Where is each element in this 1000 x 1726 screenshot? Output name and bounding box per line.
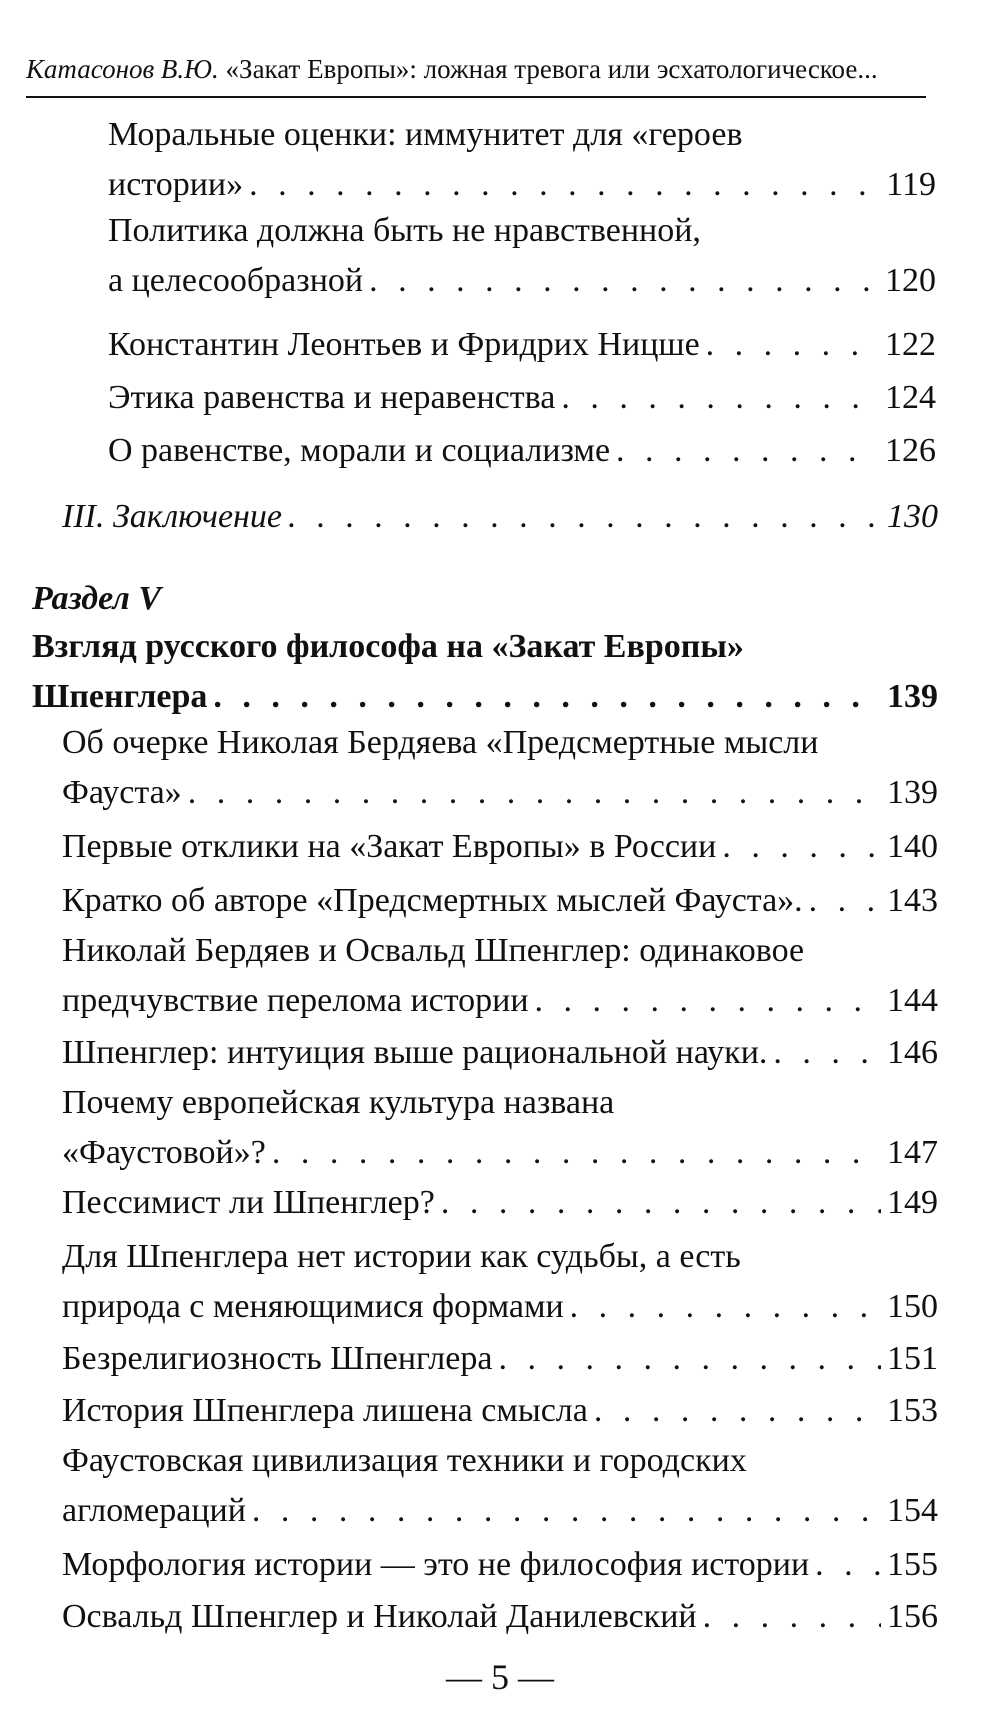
toc-entry-line: Николай Бердяев и Освальд Шпенглер: одинаковое [62,932,805,969]
toc-page-number: 130 [887,498,938,535]
toc-entry[interactable] [108,110,936,210]
toc-subentry[interactable] [62,1334,938,1384]
leader-dots [616,426,879,476]
toc-entry-line: Шпенглер: интуиция выше рациональной науки. [62,1034,768,1071]
leader-dots [815,1540,881,1590]
leader-dots [773,1028,881,1078]
toc-subentry[interactable] [62,822,938,872]
leader-dots [441,1178,881,1228]
toc-entry-line: Освальд Шпенглер и Николай Данилевский [62,1598,697,1635]
toc-subentry[interactable] [62,1540,938,1590]
leader-dots [535,976,881,1026]
toc-entry[interactable] [108,373,936,423]
toc-page-number: 153 [887,1392,938,1429]
leader-dots [706,320,879,370]
toc-entry-line: Моральные оценки: иммунитет для «героев [108,116,743,153]
toc-entry-line: Фауста» [62,774,182,811]
toc-subentry[interactable] [62,876,938,926]
toc-subentry[interactable] [62,1592,938,1642]
toc-page-number: 155 [887,1546,938,1583]
toc-page-number: 126 [885,432,936,469]
header-title: «Закат Европы»: ложная тревога или эсхатологическое... [225,54,878,84]
toc-entry-line: Фаустовская цивилизация техники и городских [62,1442,747,1479]
toc-page-number: 154 [887,1492,938,1529]
toc-entry-line: О равенстве, морали и социализме [108,432,611,469]
toc-page-number: 140 [887,828,938,865]
toc-entry-line: Этика равенства и неравенства [108,379,556,416]
toc-entry-line: III. Заключение [62,498,283,535]
toc-page-number: 151 [887,1340,938,1377]
leader-dots [188,768,881,818]
leader-dots [369,256,879,306]
toc-entry-line: История Шпенглера лишена смысла [62,1392,588,1429]
toc-page-number: 139 [887,774,938,811]
leader-dots [213,672,881,722]
toc-page-number: 144 [887,982,938,1019]
toc-entry-line: «Фаустовой»? [62,1134,266,1171]
leader-dots [288,492,881,542]
toc-entry-line: агломераций [62,1492,246,1529]
toc-entry[interactable] [108,206,936,306]
toc-page-number: 120 [885,262,936,299]
toc-entry-line: Для Шпенглера нет истории как судьбы, а есть [62,1238,741,1275]
toc-entry-line: природа с меняющимися формами [62,1288,564,1325]
leader-dots [249,160,880,210]
toc-entry[interactable] [108,426,936,476]
leader-dots [570,1282,881,1332]
section-title-line: Шпенглера [32,678,208,715]
toc-entry-line: Первые отклики на «Закат Европы» в России [62,828,717,865]
toc-page-number: 146 [887,1034,938,1071]
header-author: Катасонов В.Ю. [26,54,219,84]
toc-entry-line: Политика должна быть не нравственной, [108,212,701,249]
leader-dots [498,1334,881,1384]
running-header [26,52,926,98]
section-title-entry[interactable] [32,622,938,722]
toc-page-number: 122 [885,326,936,363]
toc-entry-line: Морфология истории — это не философия истории [62,1546,810,1583]
leader-dots [703,1592,881,1642]
toc-entry-line: Об очерке Николая Бердяева «Предсмертные мысли [62,724,819,761]
page-number: — 5 — [446,1657,554,1697]
toc-entry[interactable] [108,320,936,370]
toc-subentry[interactable] [62,1436,938,1536]
toc-entry-line: предчувствие перелома истории [62,982,529,1019]
section-label: Раздел V [32,580,162,617]
toc-entry-line: Почему европейская культура названа [62,1084,615,1121]
toc-entry-line: Константин Леонтьев и Фридрих Ницше [108,326,700,363]
leader-dots [722,822,881,872]
toc-subentry[interactable] [62,926,938,1026]
toc-entry-line: истории» [108,166,244,203]
toc-page-number: 139 [887,678,938,715]
toc-entry-line: а целесообразной [108,262,364,299]
toc-page-number: 149 [887,1184,938,1221]
toc-page-number: 124 [885,379,936,416]
leader-dots [272,1128,881,1178]
leader-dots [252,1486,881,1536]
toc-page-number: 156 [887,1598,938,1635]
leader-dots [594,1386,881,1436]
toc-entry-line: Безрелигиозность Шпенглера [62,1340,493,1377]
toc-page-number: 119 [886,166,936,203]
leader-dots [809,876,881,926]
toc-subentry[interactable] [62,1232,938,1332]
leader-dots [561,373,879,423]
toc-page-number: 143 [887,882,938,919]
toc-subentry[interactable] [62,1386,938,1436]
section-title-line: Взгляд русского философа на «Закат Европы» [32,628,744,665]
toc-entry-line: Кратко об авторе «Предсмертных мыслей Фауста». [62,882,803,919]
toc-subentry[interactable] [62,1178,938,1228]
toc-subentry[interactable] [62,1028,938,1078]
toc-page-number: 150 [887,1288,938,1325]
toc-subentry[interactable] [62,718,938,818]
toc-entry-conclusion[interactable] [62,492,938,542]
toc-subentry[interactable] [62,1078,938,1178]
toc-page-number: 147 [887,1134,938,1171]
toc-entry-line: Пессимист ли Шпенглер? [62,1184,435,1221]
